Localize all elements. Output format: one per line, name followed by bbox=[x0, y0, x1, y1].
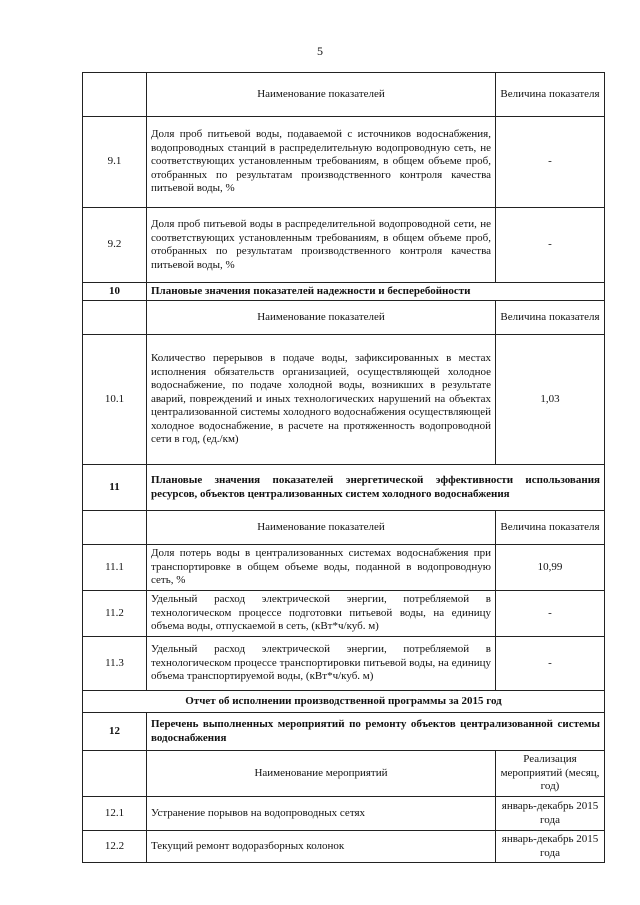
row-text: Удельный расход электрической энергии, потребляемой в технологическом процессе подготовки питьевой воды, на единицу объема воды, отпускаемой в сеть, (кВт*ч/куб. м) bbox=[147, 591, 496, 637]
section-number: 11 bbox=[83, 465, 147, 511]
report-title: Отчет об исполнении производственной программы за 2015 год bbox=[83, 691, 605, 713]
row-value: - bbox=[496, 591, 605, 637]
table-header-row bbox=[83, 73, 605, 117]
row-text: Доля проб питьевой воды в распределительной водопроводной сети, не соответствующих установленным требованиям, в общем объеме проб, отобранных по результатам производственного контроля качества питьевой воды, % bbox=[147, 208, 496, 283]
num-header-cell bbox=[83, 73, 147, 117]
section-title: Перечень выполненных мероприятий по ремонту объектов централизованной системы водоснабжения bbox=[147, 713, 605, 751]
table-row bbox=[83, 335, 605, 465]
row-number: 11.3 bbox=[83, 637, 147, 691]
row-text: Текущий ремонт водоразборных колонок bbox=[147, 831, 496, 863]
num-header-cell bbox=[83, 511, 147, 545]
table-row bbox=[83, 797, 605, 831]
value-header-cell: Величина показателя bbox=[496, 73, 605, 117]
row-value: - bbox=[496, 637, 605, 691]
table-row bbox=[83, 117, 605, 208]
row-number: 10.1 bbox=[83, 335, 147, 465]
name-header-cell: Наименование показателей bbox=[147, 73, 496, 117]
row-value: январь-декабрь 2015 года bbox=[496, 831, 605, 863]
section-row bbox=[83, 713, 605, 751]
row-number: 9.1 bbox=[83, 117, 147, 208]
table-row bbox=[83, 591, 605, 637]
section-number: 10 bbox=[83, 283, 147, 301]
row-number: 12.2 bbox=[83, 831, 147, 863]
indicators-table bbox=[82, 72, 605, 863]
name-header-cell: Наименование мероприятий bbox=[147, 751, 496, 797]
row-value: - bbox=[496, 117, 605, 208]
row-value: 1,03 bbox=[496, 335, 605, 465]
row-number: 11.2 bbox=[83, 591, 147, 637]
row-value: - bbox=[496, 208, 605, 283]
table-row bbox=[83, 208, 605, 283]
section-row bbox=[83, 283, 605, 301]
value-header-cell: Величина показателя bbox=[496, 511, 605, 545]
table-header-row bbox=[83, 301, 605, 335]
row-number: 9.2 bbox=[83, 208, 147, 283]
row-text: Количество перерывов в подаче воды, зафиксированных в местах исполнения обязательств организацией, осуществляющей холодное водоснабжение, по подаче холодной воды, возникших в результате аварий, повреждений и иных технологических нарушений на объектах централизованной системы холодного водоснабжения осуществляющей холодное водоснабжение, в расчете на протяженность водопроводной сети в год, (ед./км) bbox=[147, 335, 496, 465]
report-title-row bbox=[83, 691, 605, 713]
section-number: 12 bbox=[83, 713, 147, 751]
section-row bbox=[83, 465, 605, 511]
row-number: 12.1 bbox=[83, 797, 147, 831]
page-number: 5 bbox=[317, 44, 323, 58]
name-header-cell: Наименование показателей bbox=[147, 511, 496, 545]
num-header-cell bbox=[83, 301, 147, 335]
row-number: 11.1 bbox=[83, 545, 147, 591]
row-value: январь-декабрь 2015 года bbox=[496, 797, 605, 831]
row-text: Устранение порывов на водопроводных сетях bbox=[147, 797, 496, 831]
row-text: Удельный расход электрической энергии, потребляемой в технологическом процессе транспортировки питьевой воды, на единицу объема транспортируемой воды, (кВт*ч/куб. м) bbox=[147, 637, 496, 691]
row-value: 10,99 bbox=[496, 545, 605, 591]
row-text: Доля потерь воды в централизованных системах водоснабжения при транспортировке в общем объеме воды, поданной в водопроводную сеть, % bbox=[147, 545, 496, 591]
row-text: Доля проб питьевой воды, подаваемой с источников водоснабжения, водопроводных станций в распределительную водопроводную сеть, не соответствующих установленным требованиям, в общем объеме проб, отобранных по результатам производственного контроля качества питьевой воды, % bbox=[147, 117, 496, 208]
table-header-row bbox=[83, 511, 605, 545]
table-row bbox=[83, 637, 605, 691]
table-row bbox=[83, 545, 605, 591]
section-title: Плановые значения показателей надежности и бесперебойности bbox=[147, 283, 605, 301]
table-header-row bbox=[83, 751, 605, 797]
num-header-cell bbox=[83, 751, 147, 797]
value-header-cell: Величина показателя bbox=[496, 301, 605, 335]
section-title: Плановые значения показателей энергетической эффективности использования ресурсов, объектов централизованных систем холодного водоснабжения bbox=[147, 465, 605, 511]
value-header-cell: Реализация мероприятий (месяц, год) bbox=[496, 751, 605, 797]
name-header-cell: Наименование показателей bbox=[147, 301, 496, 335]
table-row bbox=[83, 831, 605, 863]
